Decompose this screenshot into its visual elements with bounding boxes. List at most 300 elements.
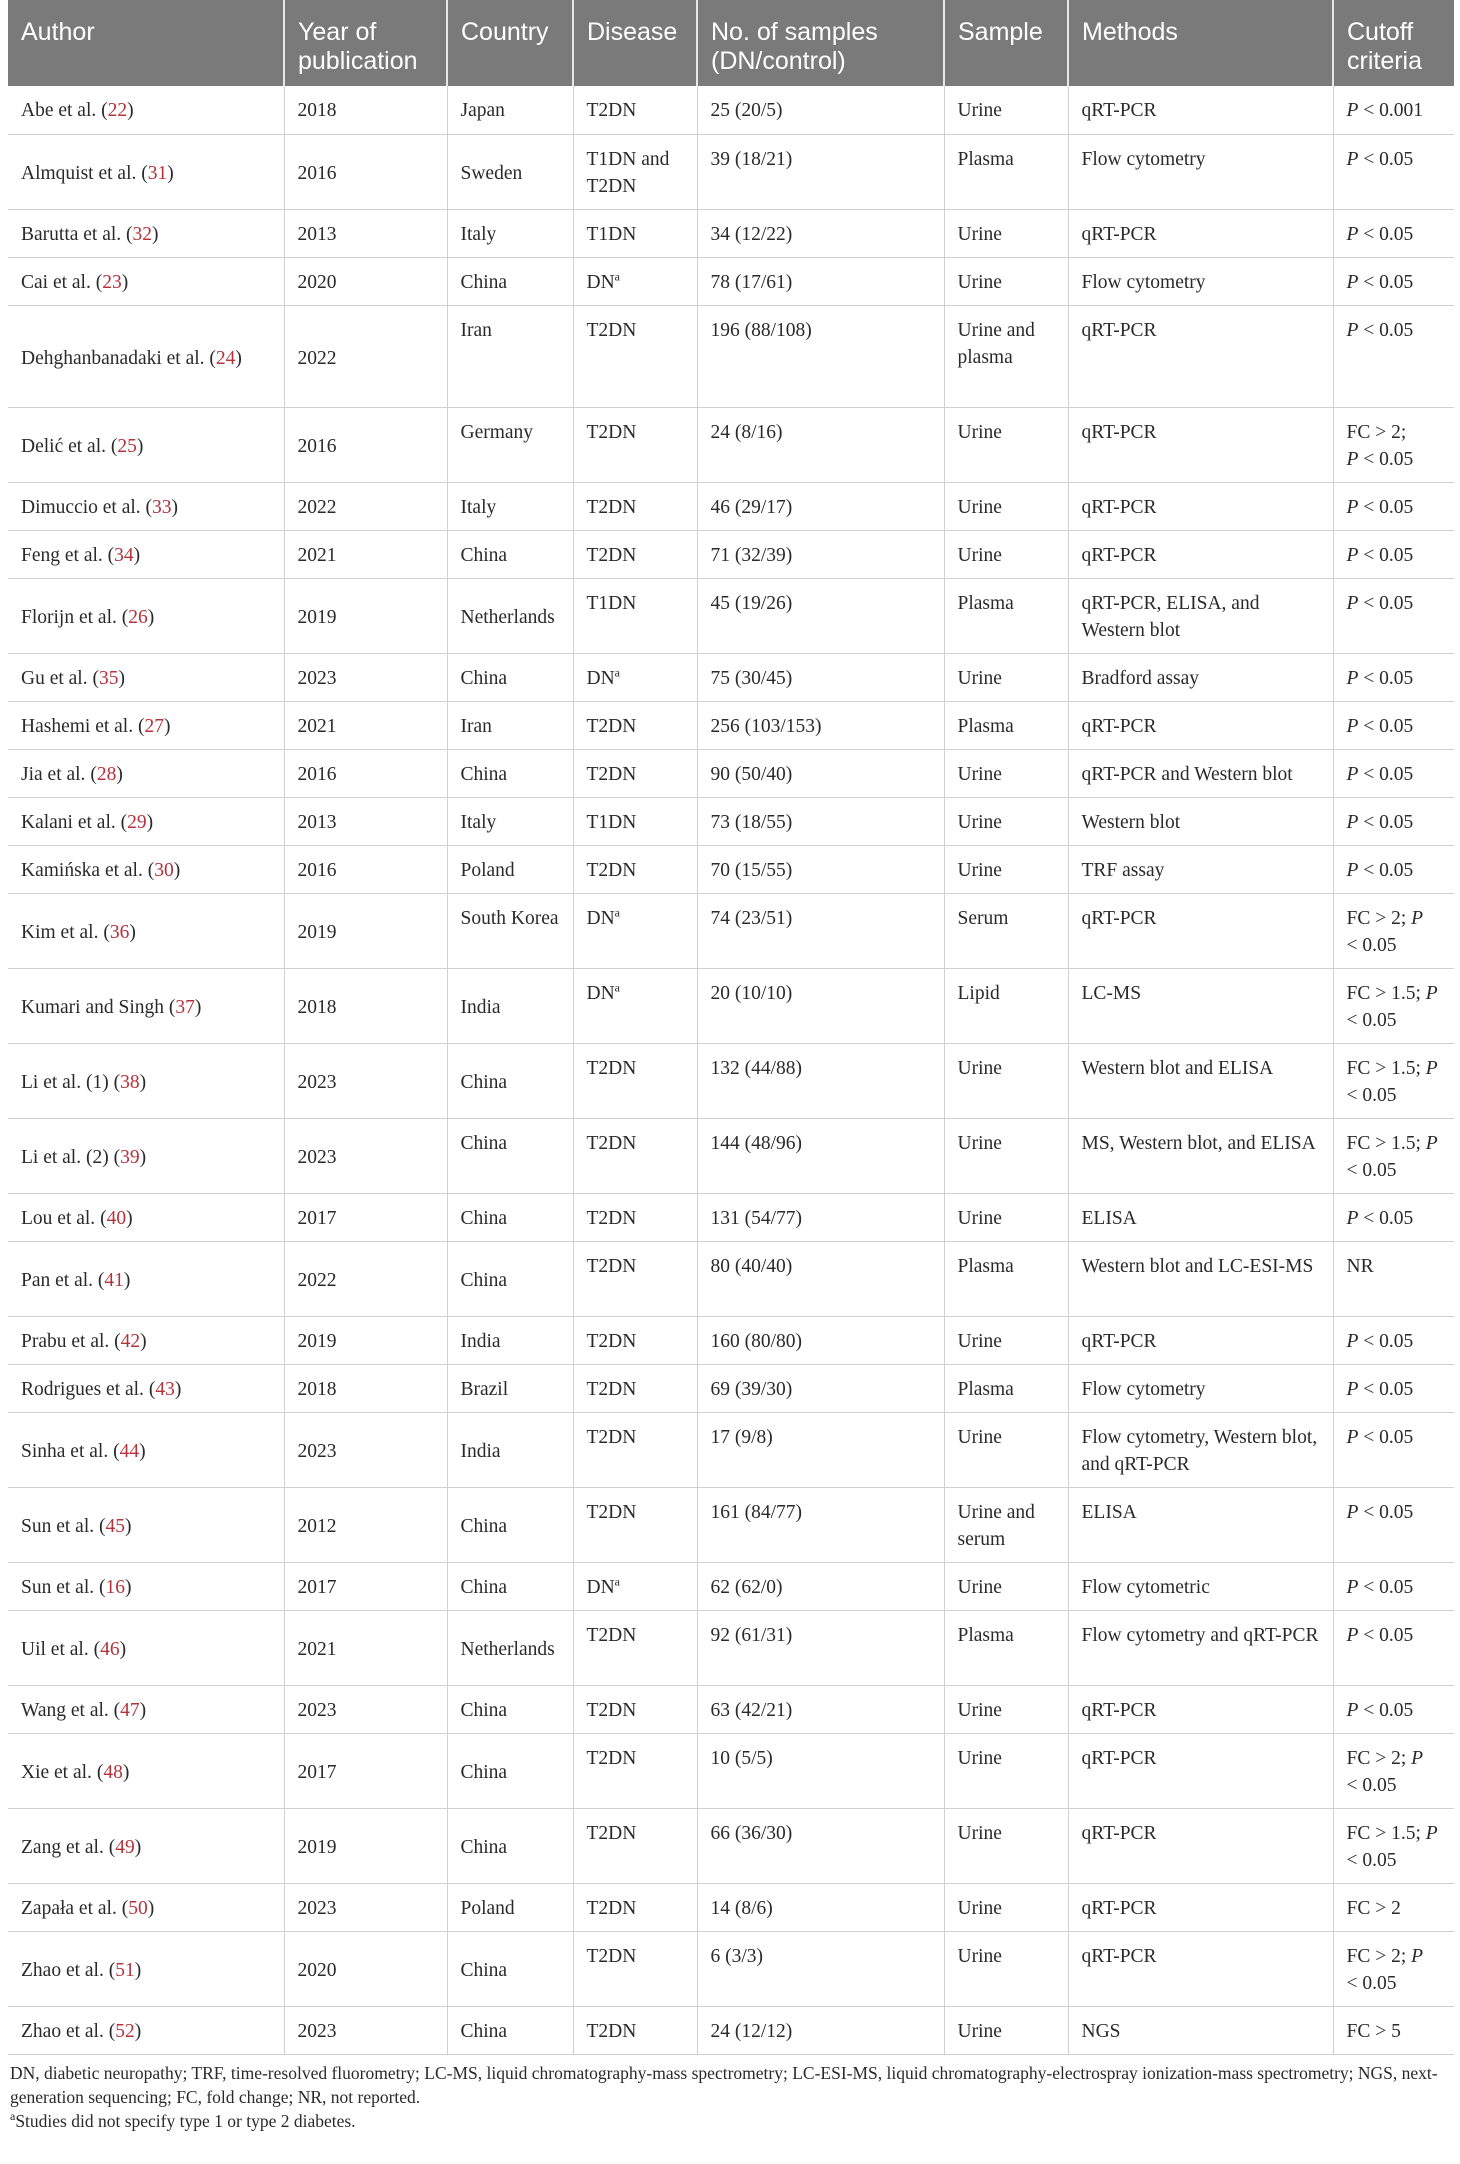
cell-cutoff [1333,1487,1454,1562]
author-name: Uil et al. [21,1639,89,1660]
table-row [8,1685,1454,1733]
cell-author: Kumari and Singh (37) [8,968,284,1043]
sample-type-value: Urine [957,544,1002,566]
cell-methods [1068,797,1333,845]
cell-methods [1068,1931,1333,2006]
cell-samples [697,578,944,653]
country-value: China [460,1207,508,1229]
reference-link[interactable]: 28 [96,763,117,785]
samples-value: 25 (20/5) [710,100,783,121]
methods-value: Flow cytometric [1081,1576,1210,1598]
reference-link[interactable]: 44 [119,1441,140,1462]
samples-value: 80 (40/40) [710,1255,793,1277]
reference-link[interactable]: 16 [105,1576,125,1598]
cell-sample-type [944,1883,1068,1931]
sample-type-value: Urine [957,100,1002,121]
sample-type-value: Urine [957,2020,1002,2042]
cell-cutoff [1333,1685,1454,1733]
year-value: 2021 [297,1639,337,1660]
reference-link[interactable]: 36 [109,922,130,943]
cell-country [447,1931,573,2006]
cell-samples [697,134,944,209]
footnote-marker: a [614,665,620,679]
disease-value: T2DN [586,859,637,881]
cell-year [284,749,447,797]
author-name: Prabu et al. [21,1330,110,1352]
cell-disease [573,305,697,407]
methods-value: Flow cytometry, Western blot, and qRT-PCR [1081,1426,1318,1475]
cell-author: Lou et al. (40) [8,1193,284,1241]
cell-cutoff [1333,1118,1454,1193]
cell-methods [1068,1610,1333,1685]
reference-link[interactable]: 22 [107,100,128,121]
cell-cutoff [1333,653,1454,701]
author-name: Barutta et al. [21,223,122,245]
author-name: Sun et al. [21,1516,95,1537]
cutoff-line: P < 0.05 [1346,223,1414,245]
cell-sample-type [944,1193,1068,1241]
cell-cutoff [1333,1412,1454,1487]
cutoff-line: < 0.05 [1346,1849,1397,1871]
cell-year [284,1487,447,1562]
country-value: Netherlands [460,607,555,628]
header-cutoff: Cutoff criteria [1333,0,1454,86]
cell-disease [573,530,697,578]
methods-value: ELISA [1081,1207,1137,1229]
cell-sample-type [944,1562,1068,1610]
samples-value: 14 (8/6) [710,1897,773,1919]
sample-type-value: Urine [957,1330,1002,1352]
reference-link[interactable]: 47 [120,1699,140,1721]
cutoff-line: P < 0.05 [1346,859,1414,881]
cell-author: Rodrigues et al. (43) [8,1364,284,1412]
cell-methods [1068,845,1333,893]
year-value: 2022 [297,347,337,369]
reference-link[interactable]: 49 [115,1837,135,1858]
country-value: China [460,1762,508,1783]
cell-samples [697,1562,944,1610]
author-name: Pan et al. [21,1270,94,1291]
cell-samples [697,797,944,845]
cell-samples [697,1883,944,1931]
cell-samples [697,1241,944,1316]
table-row [8,1733,1454,1808]
header-samples: No. of samples (DN/control) [697,0,944,86]
cell-author: Kamińska et al. (30) [8,845,284,893]
table-row [8,578,1454,653]
year-value: 2018 [297,1378,337,1400]
cell-author: Delić et al. (25) [8,407,284,482]
country-value: Sweden [460,163,523,184]
country-value: India [460,997,501,1018]
cell-author: Barutta et al. (32) [8,209,284,257]
author-name: Xie et al. [21,1762,92,1783]
reference-link[interactable]: 39 [120,1147,140,1168]
cell-disease [573,749,697,797]
country-value: China [460,1072,508,1093]
cell-methods [1068,1808,1333,1883]
cell-samples [697,1412,944,1487]
disease-value: T1DN [586,811,637,833]
cell-sample-type [944,968,1068,1043]
samples-value: 69 (39/30) [710,1378,793,1400]
cell-author: Hashemi et al. (27) [8,701,284,749]
year-value: 2022 [297,1270,337,1291]
samples-value: 24 (8/16) [710,421,783,443]
disease-value: T1DN [586,223,637,245]
cell-cutoff [1333,1241,1454,1316]
disease-value: T1DN [586,592,637,614]
cell-author: Feng et al. (34) [8,530,284,578]
reference-link[interactable]: 46 [100,1639,120,1660]
disease-value: T2DN [586,421,637,443]
cell-methods [1068,1562,1333,1610]
cell-disease [573,1316,697,1364]
cell-year [284,257,447,305]
table-row [8,1193,1454,1241]
cell-methods [1068,257,1333,305]
country-value: China [460,2020,508,2042]
sample-type-value: Urine [957,859,1002,881]
table-body [8,86,1454,2054]
cell-year [284,1118,447,1193]
reference-link[interactable]: 51 [115,1960,135,1981]
cutoff-line: < 0.05 [1346,1009,1397,1031]
sample-type-value: Urine [957,1057,1002,1079]
disease-value: T2DN [586,544,637,566]
cell-disease [573,1685,697,1733]
cell-methods [1068,1316,1333,1364]
cell-sample-type [944,797,1068,845]
reference-link[interactable]: 50 [128,1897,148,1919]
cell-sample-type [944,1610,1068,1685]
cell-author: Prabu et al. (42) [8,1316,284,1364]
cutoff-line: FC > 2; [1346,421,1407,443]
author-name: Kalani et al. [21,811,116,833]
cell-year [284,1883,447,1931]
cell-cutoff [1333,893,1454,968]
cell-cutoff [1333,407,1454,482]
table-row [8,1883,1454,1931]
cell-country [447,209,573,257]
year-value: 2013 [297,811,337,833]
samples-value: 144 (48/96) [710,1132,803,1154]
year-value: 2016 [297,436,337,457]
year-value: 2019 [297,1837,337,1858]
reference-link[interactable]: 25 [117,436,137,457]
cell-sample-type [944,1931,1068,2006]
sample-type-value: Urine [957,1747,1002,1769]
cell-methods [1068,1412,1333,1487]
cell-methods [1068,1043,1333,1118]
reference-link[interactable]: 30 [154,859,174,881]
table-row [8,749,1454,797]
cutoff-line: FC > 1.5; P [1346,982,1438,1004]
table-row [8,1487,1454,1562]
cell-author: Almquist et al. (31) [8,134,284,209]
reference-link[interactable]: 24 [215,347,236,369]
samples-value: 24 (12/12) [710,2020,793,2042]
cell-cutoff [1333,1043,1454,1118]
year-value: 2019 [297,607,337,628]
cell-sample-type [944,257,1068,305]
cell-sample-type [944,653,1068,701]
reference-link[interactable]: 43 [155,1378,175,1400]
cell-cutoff [1333,845,1454,893]
cell-author: Zang et al. (49) [8,1808,284,1883]
disease-value: T2DN [586,763,637,785]
table-row [8,209,1454,257]
cell-sample-type [944,893,1068,968]
cell-country [447,1412,573,1487]
cell-sample-type [944,845,1068,893]
country-value: India [460,1330,501,1352]
samples-value: 46 (29/17) [710,496,793,518]
table-row [8,134,1454,209]
year-value: 2019 [297,1330,337,1352]
year-value: 2018 [297,100,337,121]
year-value: 2016 [297,163,337,184]
cell-country [447,578,573,653]
header-year: Year of publication [284,0,447,86]
table-row [8,701,1454,749]
author-name: Jia et al. [21,763,86,785]
reference-link[interactable]: 38 [120,1072,140,1093]
methods-value: qRT-PCR, ELISA, and Western blot [1081,592,1260,641]
reference-link[interactable]: 52 [115,2020,135,2042]
year-value: 2017 [297,1576,337,1598]
country-value: Italy [460,496,497,518]
cell-samples [697,1043,944,1118]
cell-methods [1068,530,1333,578]
methods-value: Western blot and LC-ESI-MS [1081,1255,1314,1277]
country-value: China [460,1516,508,1537]
table-row [8,1610,1454,1685]
cell-disease [573,407,697,482]
samples-value: 70 (15/55) [710,859,793,881]
cell-country [447,968,573,1043]
disease-value: T2DN [586,1207,637,1229]
cell-sample-type [944,1733,1068,1808]
cell-samples [697,2006,944,2054]
sample-type-value: Urine [957,1576,1002,1598]
cutoff-line: FC > 1.5; P [1346,1057,1438,1079]
year-value: 2016 [297,859,337,881]
cutoff-line: < 0.05 [1346,1972,1397,1994]
author-name: Li et al. (1) [21,1072,109,1093]
reference-link[interactable]: 48 [103,1762,123,1783]
disease-value: T2DN [586,2020,637,2042]
cell-disease [573,1883,697,1931]
cell-author: Dimuccio et al. (33) [8,482,284,530]
cutoff-line: FC > 5 [1346,2020,1401,2042]
cutoff-line: P < 0.05 [1346,271,1414,293]
reference-link[interactable]: 33 [152,496,172,518]
sample-type-value: Plasma [957,1255,1014,1277]
samples-value: 71 (32/39) [710,544,793,566]
reference-link[interactable]: 42 [120,1330,141,1352]
reference-link[interactable]: 45 [105,1516,125,1537]
cutoff-line: P < 0.05 [1346,496,1414,518]
cell-year [284,482,447,530]
cell-samples [697,257,944,305]
cell-samples [697,1610,944,1685]
header-disease: Disease [573,0,697,86]
cutoff-line: NR [1346,1255,1374,1277]
reference-link[interactable]: 31 [147,163,168,184]
table-container [8,0,1454,2133]
cutoff-line: P < 0.05 [1346,1330,1414,1352]
year-value: 2023 [297,667,337,689]
disease-value: T2DN [586,1057,637,1079]
table-row [8,2006,1454,2054]
cell-samples [697,845,944,893]
reference-link[interactable]: 29 [127,811,147,833]
country-value: South Korea [460,907,559,929]
header-methods: Methods [1068,0,1333,86]
samples-value: 196 (88/108) [710,319,812,341]
cell-sample-type [944,1043,1068,1118]
cell-country [447,1685,573,1733]
cell-sample-type [944,1685,1068,1733]
cell-country [447,749,573,797]
sample-type-value: Serum [957,907,1009,929]
reference-link[interactable]: 35 [98,667,119,689]
author-name: Florijn et al. [21,607,117,628]
reference-link[interactable]: 26 [128,607,148,628]
country-value: China [460,1576,508,1598]
year-value: 2022 [297,496,337,518]
disease-value: T2DN [586,319,637,341]
cell-disease [573,2006,697,2054]
author-name: Wang et al. [21,1699,109,1721]
year-value: 2017 [297,1762,337,1783]
cell-country [447,893,573,968]
reference-link[interactable]: 41 [104,1270,124,1291]
cell-disease [573,845,697,893]
samples-value: 10 (5/5) [710,1747,773,1769]
cell-sample-type [944,407,1068,482]
table-footnotes [8,2055,1454,2133]
samples-value: 256 (103/153) [710,715,822,737]
disease-value: DN [586,1576,615,1598]
year-value: 2020 [297,271,337,293]
table-row [8,893,1454,968]
disease-value: DN [586,907,615,929]
cell-methods [1068,1364,1333,1412]
samples-value: 92 (61/31) [710,1624,793,1646]
year-value: 2020 [297,1960,337,1981]
cutoff-line: P < 0.05 [1346,763,1414,785]
cell-sample-type [944,1487,1068,1562]
sample-type-value: Urine [957,1426,1002,1448]
disease-value: T2DN [586,100,637,121]
cell-year [284,209,447,257]
cell-cutoff [1333,701,1454,749]
header-country: Country [447,0,573,86]
cell-author: Kalani et al. (29) [8,797,284,845]
cutoff-line: P < 0.05 [1346,1207,1414,1229]
cell-disease [573,1931,697,2006]
cell-disease [573,1412,697,1487]
cutoff-line: P < 0.05 [1346,667,1414,689]
cell-year [284,1364,447,1412]
reference-link[interactable]: 32 [132,223,153,245]
cell-year [284,1241,447,1316]
cell-samples [697,482,944,530]
cell-disease [573,1808,697,1883]
year-value: 2013 [297,223,337,245]
disease-value: T2DN [586,1255,637,1277]
reference-link[interactable]: 27 [144,715,164,737]
cell-methods [1068,407,1333,482]
samples-value: 160 (80/80) [710,1330,803,1352]
country-value: China [460,544,508,566]
cell-cutoff [1333,797,1454,845]
cutoff-line: FC > 2 [1346,1897,1401,1919]
footnote-a-text: Studies did not specify type 1 or type 2 diabetes. [15,2110,356,2131]
disease-value: T2DN [586,1426,637,1448]
cell-methods [1068,134,1333,209]
table-row [8,1808,1454,1883]
cell-cutoff [1333,1364,1454,1412]
reference-link[interactable]: 23 [102,271,122,293]
reference-link[interactable]: 34 [114,544,134,566]
cell-author: Wang et al. (47) [8,1685,284,1733]
cell-cutoff [1333,305,1454,407]
cell-methods [1068,482,1333,530]
year-value: 2023 [297,1441,337,1462]
cell-disease [573,134,697,209]
disease-value: T2DN [586,1747,637,1769]
cell-year [284,701,447,749]
author-name: Dimuccio et al. [21,496,141,518]
cell-author: Cai et al. (23) [8,257,284,305]
cell-disease [573,257,697,305]
cell-cutoff [1333,2006,1454,2054]
cell-samples [697,701,944,749]
cutoff-line: P < 0.05 [1346,1426,1414,1448]
table-row [8,968,1454,1043]
country-value: Italy [460,811,497,833]
country-value: Iran [460,715,492,737]
methods-value: qRT-PCR [1081,1699,1157,1721]
cutoff-line: P < 0.05 [1346,1624,1414,1646]
cell-author: Sun et al. (16) [8,1562,284,1610]
author-name: Sun et al. [21,1576,95,1598]
year-value: 2017 [297,1207,337,1229]
cell-cutoff [1333,1808,1454,1883]
cell-disease [573,1487,697,1562]
reference-link[interactable]: 40 [106,1207,127,1229]
cutoff-line: FC > 2; P [1346,907,1424,929]
cell-samples [697,1931,944,2006]
cell-methods [1068,1733,1333,1808]
table-row [8,86,1454,134]
cell-samples [697,653,944,701]
reference-link[interactable]: 37 [175,997,195,1018]
cell-disease [573,653,697,701]
cutoff-line: P < 0.05 [1346,811,1414,833]
cell-author: Zhao et al. (51) [8,1931,284,2006]
cell-year [284,1808,447,1883]
cell-country [447,407,573,482]
samples-value: 63 (42/21) [710,1699,793,1721]
samples-value: 78 (17/61) [710,271,793,293]
cell-methods [1068,968,1333,1043]
cell-cutoff [1333,1193,1454,1241]
cell-country [447,1241,573,1316]
